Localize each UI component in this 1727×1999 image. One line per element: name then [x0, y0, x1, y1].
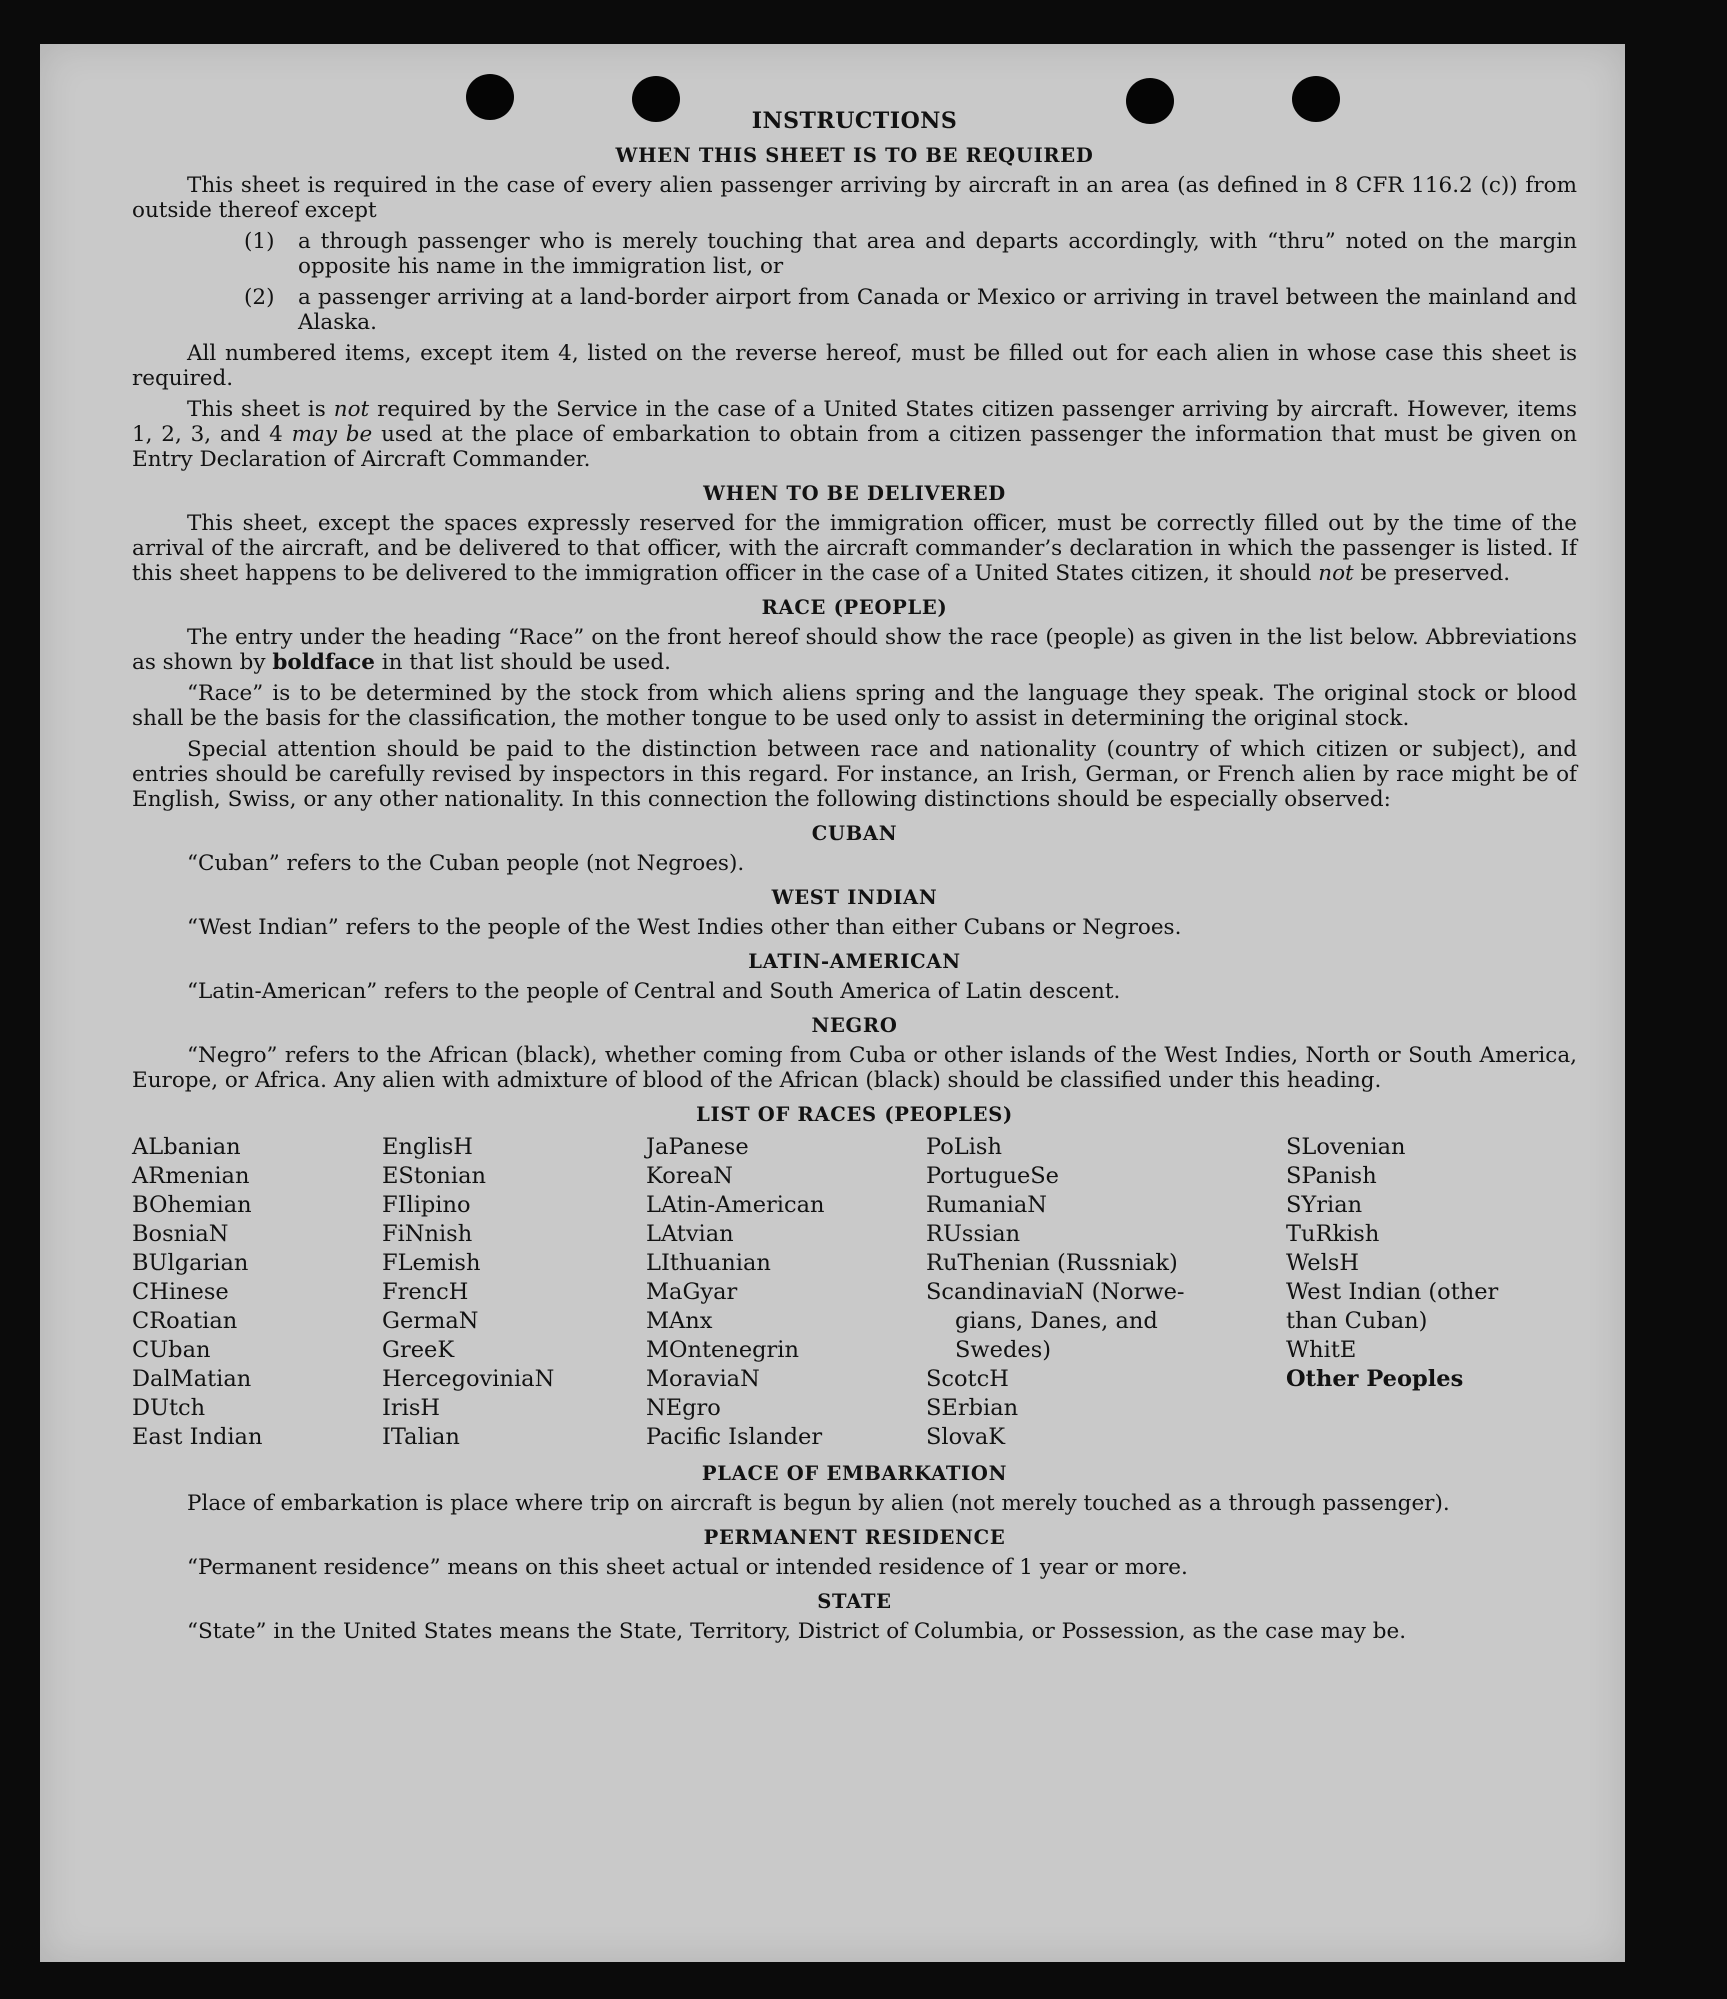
list-item — [132, 229, 1577, 279]
race-entry: SlovaK — [926, 1424, 1006, 1450]
race-entry: CUban — [132, 1337, 211, 1363]
instructions-content — [132, 107, 1577, 1650]
paragraph — [132, 511, 1577, 586]
document-sheet — [40, 44, 1625, 1962]
race-entry-continued: gians, Danes, and — [955, 1308, 1158, 1334]
definition-text: “Permanent residence” means on this sheet actual or intended residence of 1 year or more. — [187, 1555, 1188, 1580]
race-entry: DUtch — [132, 1395, 206, 1421]
race-entry: West Indian (other — [1286, 1279, 1499, 1305]
emphasis-text: not — [1318, 561, 1354, 586]
race-entry: SPanish — [1286, 1163, 1377, 1189]
race-entry: ScotcH — [926, 1366, 1009, 1392]
race-column — [926, 1133, 1286, 1452]
emphasis-text: may be — [291, 422, 373, 447]
race-entry: EStonian — [382, 1163, 487, 1189]
race-list — [132, 1133, 1577, 1452]
definition-text: “Negro” refers to the African (black), whether coming from Cuba or other islands of the West Indies, North or South America, Europe, or Africa. Any alien with admixture of blood of the African (black) should be classified under this heading. — [132, 1043, 1577, 1093]
race-entry: ALbanian — [132, 1134, 241, 1160]
section-heading-embarkation: PLACE OF EMBARKATION — [701, 1462, 1008, 1485]
bold-text: boldface — [272, 650, 375, 675]
section-heading-negro: NEGRO — [811, 1014, 898, 1037]
race-column — [382, 1133, 646, 1452]
text-run: in that list should be used. — [374, 650, 671, 675]
race-entry: FLemish — [382, 1250, 481, 1276]
race-entry: Other Peoples — [1286, 1366, 1464, 1392]
race-entry: MAnx — [646, 1308, 713, 1334]
race-entry: NEgro — [646, 1395, 721, 1421]
race-entry: LIthuanian — [646, 1250, 771, 1276]
race-entry: TuRkish — [1286, 1221, 1380, 1247]
item-number: (1) — [244, 229, 275, 254]
race-entry: ScandinaviaN (Norwe- — [926, 1279, 1185, 1305]
definition-text: “Latin-American” refers to the people of Central and South America of Latin descent. — [187, 979, 1121, 1004]
paragraph — [132, 397, 1577, 472]
race-column — [1286, 1133, 1548, 1452]
race-column — [646, 1133, 926, 1452]
race-entry: LAtin-American — [646, 1192, 825, 1218]
race-entry: WelsH — [1286, 1250, 1359, 1276]
section-heading-latin-american: LATIN-AMERICAN — [748, 950, 961, 973]
paragraph: All numbered items, except item 4, listed on the reverse hereof, must be filled out for each alien in whose case this sheet is required. — [132, 341, 1577, 391]
section-heading-permanent-residence: PERMANENT RESIDENCE — [703, 1526, 1006, 1549]
race-entry: PortugueSe — [926, 1163, 1060, 1189]
item-text: a through passenger who is merely touching that area and departs accordingly, with “thru” noted on the margin opposite his name in the immigration list, or — [298, 229, 1577, 279]
section-heading-when-required: WHEN THIS SHEET IS TO BE REQUIRED — [615, 144, 1094, 167]
race-column — [132, 1133, 382, 1452]
race-entry: RuThenian (Russniak) — [926, 1250, 1178, 1276]
race-entry: EnglisH — [382, 1134, 473, 1160]
race-entry: FrencH — [382, 1279, 469, 1305]
race-entry: HercegoviniaN — [382, 1366, 555, 1392]
race-entry-continued: Swedes) — [955, 1337, 1052, 1363]
paragraph: Special attention should be paid to the distinction between race and nationality (country of which citizen or subject), and entries should be carefully revised by inspectors in this regard. For instance, an Irish, German, or French alien by race might be of English, Swiss, or any other nationality. In this connection the following distinctions should be especially observed: — [132, 737, 1577, 812]
text-run: required by the Service in the case of a United States citizen passenger arriving by aircraft. However, items 1, 2, 3, and 4 — [132, 397, 1577, 447]
paragraph — [132, 625, 1577, 675]
race-entry: WhitE — [1286, 1337, 1357, 1363]
race-entry: BOhemian — [132, 1192, 252, 1218]
section-heading-west-indian: WEST INDIAN — [771, 886, 938, 909]
race-entry: FiNnish — [382, 1221, 473, 1247]
definition-text: “Cuban” refers to the Cuban people (not Negroes). — [187, 851, 745, 876]
race-entry: Pacific Islander — [646, 1424, 823, 1450]
item-text: a passenger arriving at a land-border airport from Canada or Mexico or arriving in travel between the mainland and Alaska. — [298, 285, 1577, 335]
race-entry: East Indian — [132, 1424, 263, 1450]
race-entry: SLovenian — [1286, 1134, 1406, 1160]
page-title: INSTRUCTIONS — [751, 108, 958, 134]
emphasis-text: not — [333, 397, 370, 422]
race-entry: PoLish — [926, 1134, 1002, 1160]
race-entry: RUssian — [926, 1221, 1021, 1247]
race-entry: MaGyar — [646, 1279, 738, 1305]
item-number: (2) — [244, 285, 275, 310]
race-entry: GreeK — [382, 1337, 455, 1363]
race-entry: DalMatian — [132, 1366, 252, 1392]
race-entry: GermaN — [382, 1308, 479, 1334]
section-heading-when-delivered: WHEN TO BE DELIVERED — [703, 482, 1006, 505]
text-run: This sheet, except the spaces expressly reserved for the immigration officer, must be correctly filled out by the time of the arrival of the aircraft, and be delivered to that officer, with the aircraft commander’s declaration in which the passenger is listed. If this sheet happens to be delivered to the immigration officer in the case of a United States citizen, it should — [132, 511, 1577, 586]
text-run: This sheet is — [187, 397, 334, 422]
race-entry: JaPanese — [646, 1134, 749, 1160]
list-item — [132, 285, 1577, 335]
race-entry: CRoatian — [132, 1308, 238, 1334]
race-entry: LAtvian — [646, 1221, 734, 1247]
text-run: used at the place of embarkation to obtain from a citizen passenger the information that must be given on Entry Declaration of Aircraft Commander. — [132, 422, 1577, 472]
race-entry: ITalian — [382, 1424, 460, 1450]
text-run: be preserved. — [1353, 561, 1511, 586]
race-entry-continued: than Cuban) — [1286, 1308, 1428, 1334]
definition-text: “State” in the United States means the State, Territory, District of Columbia, or Possession, as the case may be. — [187, 1619, 1407, 1644]
race-entry: MoraviaN — [646, 1366, 760, 1392]
race-entry: ARmenian — [132, 1163, 250, 1189]
section-heading-list-of-races: LIST OF RACES (PEOPLES) — [696, 1103, 1013, 1126]
race-entry: MOntenegrin — [646, 1337, 799, 1363]
race-entry: CHinese — [132, 1279, 229, 1305]
paragraph: “Race” is to be determined by the stock from which aliens spring and the language they speak. The original stock or blood shall be the basis for the classification, the mother tongue to be used only to assist in determining the original stock. — [132, 681, 1577, 731]
race-entry: SYrian — [1286, 1192, 1363, 1218]
section-heading-state: STATE — [817, 1590, 892, 1613]
definition-text: Place of embarkation is place where trip on aircraft is begun by alien (not merely touched as a through passenger). — [187, 1491, 1450, 1516]
race-entry: IrisH — [382, 1395, 441, 1421]
text-run: The entry under the heading “Race” on the front hereof should show the race (people) as given in the list below. Abbreviations as shown by — [132, 625, 1577, 675]
definition-text: “West Indian” refers to the people of the West Indies other than either Cubans or Negroes. — [187, 915, 1182, 940]
race-entry: KoreaN — [646, 1163, 733, 1189]
race-entry: FIlipino — [382, 1192, 471, 1218]
paragraph: This sheet is required in the case of every alien passenger arriving by aircraft in an area (as defined in 8 CFR 116.2 (c)) from outside thereof except — [132, 173, 1577, 223]
race-entry: BosniaN — [132, 1221, 229, 1247]
section-heading-race: RACE (PEOPLE) — [761, 596, 948, 619]
section-heading-cuban: CUBAN — [811, 822, 898, 845]
race-entry: BUlgarian — [132, 1250, 249, 1276]
race-entry: SErbian — [926, 1395, 1019, 1421]
race-entry: RumaniaN — [926, 1192, 1047, 1218]
